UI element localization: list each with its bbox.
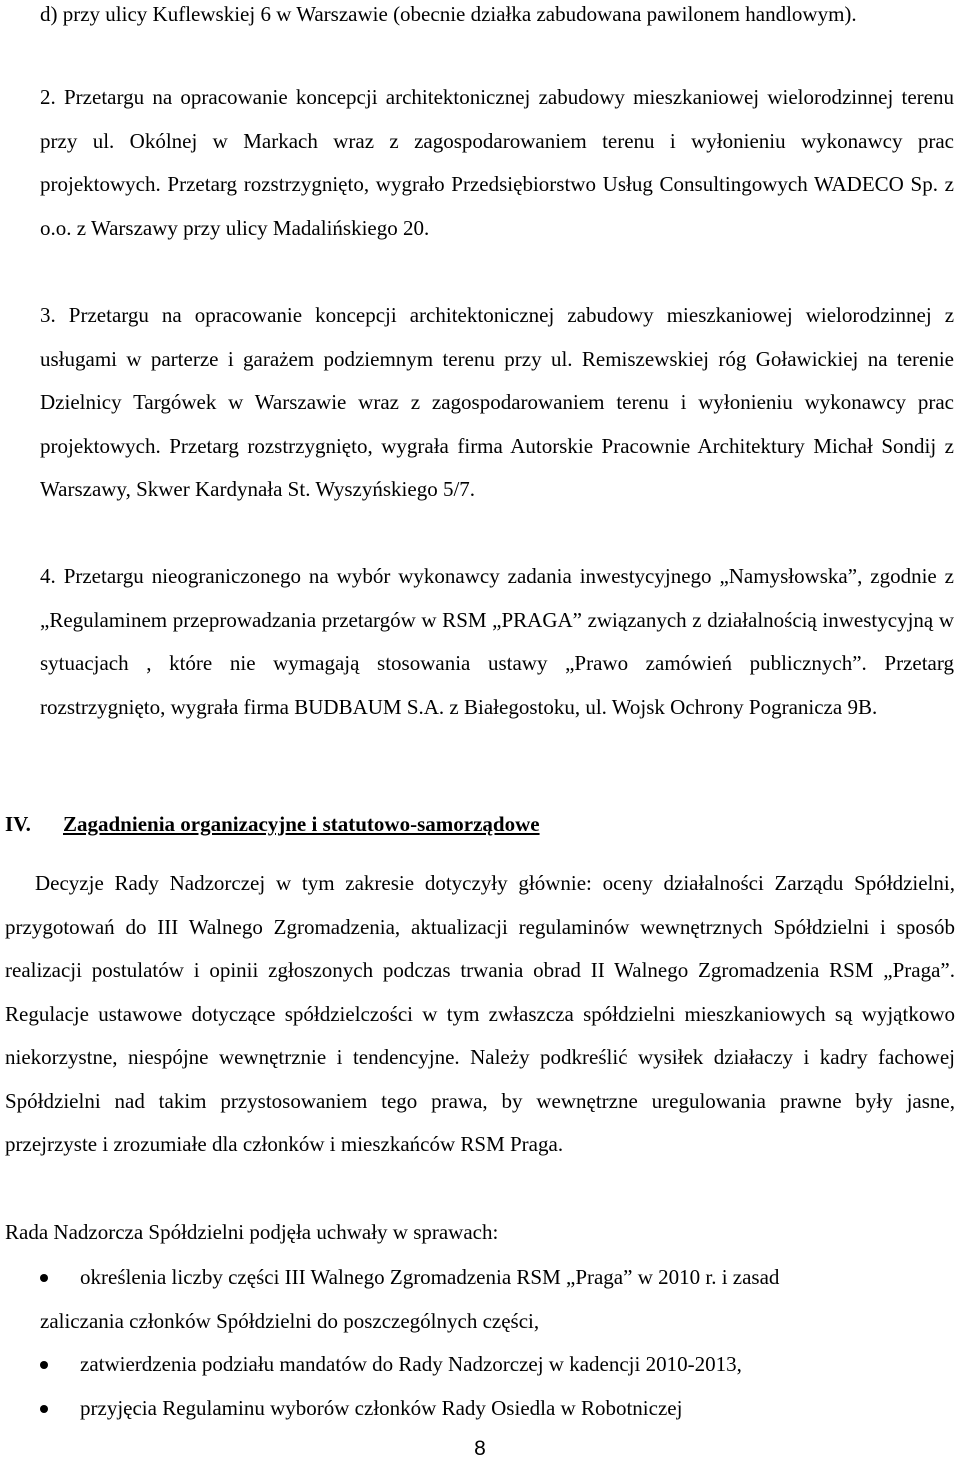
body-paragraph (5, 862, 955, 1167)
list-item-text: Przetargu nieograniczonego na wybór wykonawcy zadania inwestycyjnego „Namysłowska”, zgodnie z „Regulaminem przeprowadzania przetargów w RSM „PRAGA” związanych z działalnością inwestycyjną w sytuacjach , które nie wymagają stosowania ustawy „Prawo zamówień publicznych”. Przetarg rozstrzygnięto, wygrała firma BUDBAUM S.A. z Białegostoku, ul. Wojsk Ochrony Pogranicza 9B. (40, 564, 954, 719)
body-paragraph-text: Decyzje Rady Nadzorczej w tym zakresie dotyczyły głównie: oceny działalności Zarządu Spółdzielni, przygotowań do III Walnego Zgromadzenia, aktualizacji regulaminów wewnętrznych Spółdzielni i sposób realizacji postulatów i opinii zgłoszonych podczas trwania obrad II Walnego Zgromadzenia RSM „Praga”. Regulacje ustawowe dotyczące spółdzielczości w tym zwłaszcza spółdzielni mieszkaniowych są wyjątkowo niekorzystne, niespójne wewnętrznie i tendencyjne. Należy podkreślić wysiłek działaczy i kadry fachowej Spółdzielni nad takim przystosowaniem tego prawa, by wewnętrzne uregulowania prawne były jasne, przejrzyste i zrozumiałe dla członków i mieszkańców RSM Praga. (5, 871, 955, 1156)
list-item-body (40, 555, 954, 729)
bullet-icon (40, 1405, 48, 1413)
list-item-text: d) przy ulicy Kuflewskiej 6 w Warszawie (obecnie działka zabudowana pawilonem handlowym). (40, 2, 857, 26)
list-item-2 (40, 76, 954, 250)
list-item-body (40, 294, 954, 512)
bullet-icon (40, 1361, 48, 1369)
bullet-text: zatwierdzenia podziału mandatów do Rady Nadzorczej w kadencji 2010-2013, (80, 1352, 742, 1376)
list-item-text: Przetargu na opracowanie koncepcji architektonicznej zabudowy mieszkaniowej wielorodzinnej terenu przy ul. Okólnej w Markach wraz z zagospodarowaniem terenu i wyłonieniu wykonawcy prac projektowych. Przetarg rozstrzygnięto, wygrało Przedsiębiorstwo Usług Consultingowych WADECO Sp. z o.o. z Warszawy przy ulicy Madalińskiego 20. (40, 85, 954, 240)
list-item (0, 1343, 960, 1387)
list-item-4 (40, 555, 954, 729)
section-heading (5, 804, 540, 844)
list-item (0, 1256, 960, 1343)
list-item-body (40, 76, 954, 250)
section-number: IV. (5, 812, 31, 836)
body-paragraph-intro (5, 1211, 955, 1255)
resolution-list (0, 1256, 960, 1430)
body-paragraph-intro-text: Rada Nadzorcza Spółdzielni podjęła uchwały w sprawach: (5, 1220, 499, 1244)
bullet-continuation: zaliczania członków Spółdzielni do poszczególnych części, (40, 1308, 540, 1333)
page-number: 8 (474, 1437, 486, 1460)
list-item-number: 3. (40, 303, 56, 327)
list-item-number: 4. (40, 564, 56, 588)
section-title: Zagadnienia organizacyjne i statutowo-samorządowe (63, 812, 540, 836)
list-item (0, 1387, 960, 1431)
list-item-3 (40, 294, 954, 512)
list-item-number: 2. (40, 85, 56, 109)
bullet-text: określenia liczby części III Walnego Zgromadzenia RSM „Praga” w 2010 r. i zasad (80, 1265, 780, 1289)
bullet-text: przyjęcia Regulaminu wyborów członków Rady Osiedla w Robotniczej (80, 1395, 683, 1420)
list-item-d (40, 0, 954, 37)
list-item-text: Przetargu na opracowanie koncepcji architektonicznej zabudowy mieszkaniowej wielorodzinnej z usługami w parterze i garażem podziemnym terenu przy ul. Remiszewskiej róg Goławickiej na terenie Dzielnicy Targówek w Warszawie wraz z zagospodarowaniem terenu i wyłonieniu wykonawcy prac projektowych. Przetarg rozstrzygnięto, wygrała firma Autorskie Pracownie Architektury Michał Sondij z Warszawy, Skwer Kardynała St. Wyszyńskiego 5/7. (40, 303, 955, 501)
bullet-icon (40, 1274, 48, 1282)
